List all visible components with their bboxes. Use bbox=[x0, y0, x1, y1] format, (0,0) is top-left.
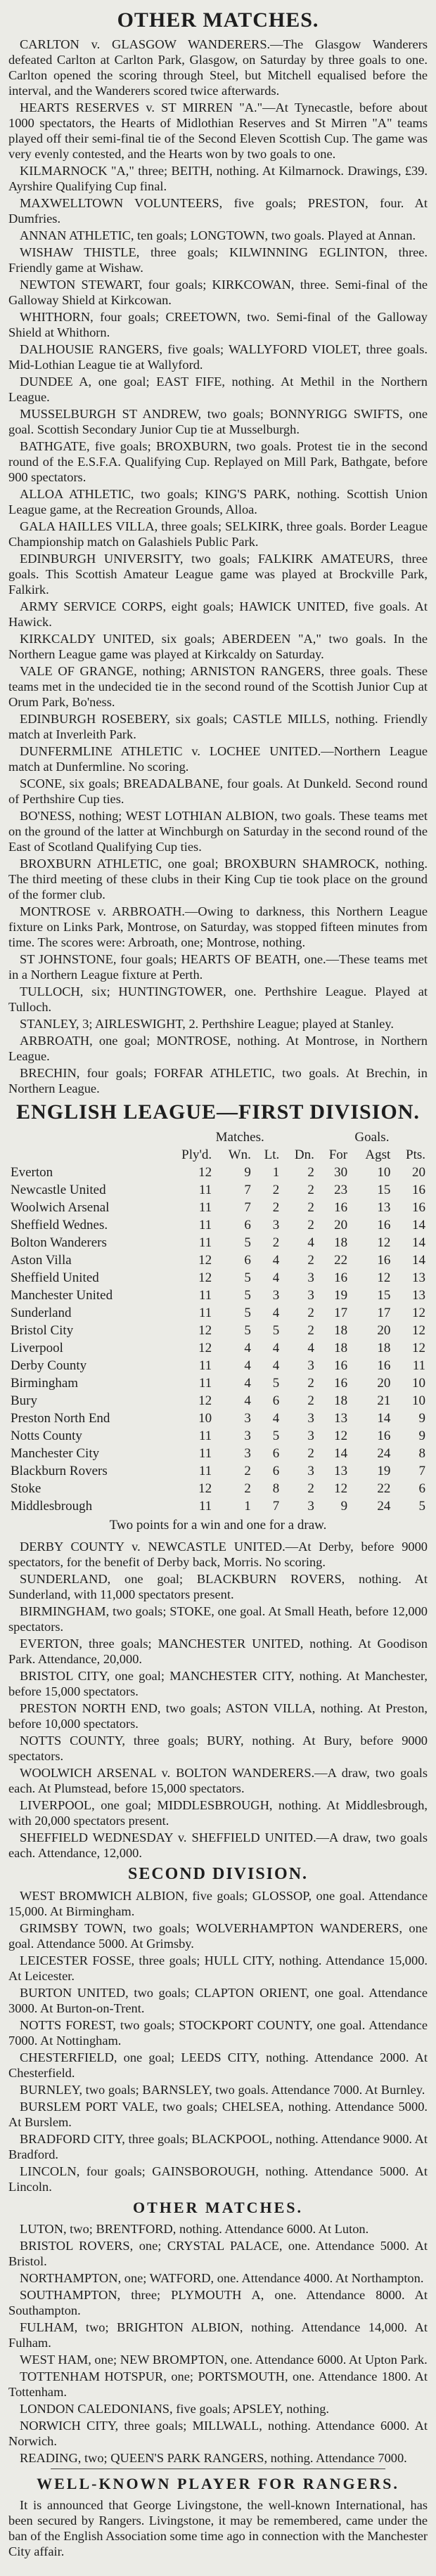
stat-cell: 15 bbox=[377, 1288, 391, 1303]
stat-cell: 20 bbox=[412, 1165, 425, 1180]
stat-cell: 11 bbox=[198, 1183, 212, 1197]
stat-cell: 12 bbox=[198, 1393, 212, 1408]
team-name: Bury bbox=[11, 1393, 37, 1408]
player-item-heading: WELL-KNOWN PLAYER FOR RANGERS. bbox=[37, 2475, 399, 2492]
goals-group-label: Goals. bbox=[354, 1130, 390, 1145]
stat-cell: 5 bbox=[244, 1235, 251, 1250]
stat-cell: 12 bbox=[198, 1165, 212, 1180]
match-report: TOTTENHAM HOTSPUR, one; PORTSMOUTH, one. Attendance 1800. At Tottenham. bbox=[8, 2369, 428, 2399]
stat-cell: 2 bbox=[307, 1376, 314, 1391]
stat-cell: 9 bbox=[340, 1499, 348, 1514]
stat-cell: 16 bbox=[334, 1358, 348, 1373]
table-row bbox=[8, 1462, 428, 1480]
match-report: NOTTS COUNTY, three goals; BURY, nothing. At Bury, before 9000 spectators. bbox=[8, 1733, 428, 1763]
match-report: NORWICH CITY, three goals; MILLWALL, nothing. Attendance 6000. At Norwich. bbox=[8, 2419, 428, 2448]
stat-cell: 4 bbox=[244, 1393, 251, 1408]
stat-cell: 16 bbox=[334, 1200, 348, 1215]
match-report: ARMY SERVICE CORPS, eight goals; HAWICK UNITED, five goals. At Hawick. bbox=[8, 599, 428, 629]
league-table-body bbox=[8, 1164, 428, 1515]
stat-cell: 11 bbox=[198, 1376, 212, 1391]
stat-cell: 17 bbox=[334, 1306, 348, 1320]
match-report: BIRMINGHAM, two goals; STOKE, one goal. At Small Heath, before 12,000 spectators. bbox=[8, 1604, 428, 1634]
stat-cell: 12 bbox=[334, 1481, 348, 1496]
column-header: Lt. bbox=[264, 1147, 280, 1162]
stat-cell: 4 bbox=[244, 1341, 251, 1355]
stat-cell: 11 bbox=[198, 1288, 212, 1303]
team-name: Middlesbrough bbox=[11, 1499, 93, 1514]
stat-cell: 30 bbox=[334, 1165, 348, 1180]
stat-cell: 22 bbox=[334, 1253, 348, 1268]
match-report: NORTHAMPTON, one; WATFORD, one. Attendance 4000. At Northampton. bbox=[20, 2271, 424, 2285]
stat-cell: 2 bbox=[307, 1323, 314, 1338]
stat-cell: 3 bbox=[244, 1411, 251, 1426]
team-name: Notts County bbox=[11, 1429, 82, 1443]
table-row bbox=[8, 1322, 428, 1339]
stat-cell: 2 bbox=[272, 1235, 280, 1250]
table-row bbox=[8, 1164, 428, 1181]
stat-cell: 3 bbox=[307, 1288, 314, 1303]
match-report: MUSSELBURGH ST ANDREW, two goals; BONNYRIGG SWIFTS, one goal. Scottish Secondary Junior Cup tie at Musselburgh. bbox=[8, 407, 428, 436]
match-report: STANLEY, 3; AIRLESWIGHT, 2. Perthshire League; played at Stanley. bbox=[20, 1017, 394, 1031]
match-report: DUNDEE A, one goal; EAST FIFE, nothing. At Methil in the Northern League. bbox=[8, 375, 428, 404]
stat-cell: 11 bbox=[198, 1429, 212, 1443]
match-report: LEICESTER FOSSE, three goals; HULL CITY, nothing. Attendance 15,000. At Leicester. bbox=[8, 1953, 428, 1983]
team-column-header bbox=[8, 1146, 164, 1164]
match-report: ALLOA ATHLETIC, two goals; KING'S PARK, nothing. Scottish Union League game, at the Recreation Grounds, Alloa. bbox=[8, 487, 428, 516]
match-report: LUTON, two; BRENTFORD, nothing. Attendance 6000. At Luton. bbox=[20, 2222, 369, 2236]
match-report: BRECHIN, four goals; FORFAR ATHLETIC, two goals. At Brechin, in Northern League. bbox=[8, 1066, 428, 1095]
match-report: LONDON CALEDONIANS, five goals; APSLEY, nothing. bbox=[20, 2402, 330, 2416]
match-report: LIVERPOOL, one goal; MIDDLESBROUGH, nothing. At Middlesbrough, with 20,000 spectators present. bbox=[8, 1798, 428, 1828]
stat-cell: 5 bbox=[272, 1376, 280, 1391]
match-report: WEST BROMWICH ALBION, five goals; GLOSSOP, one goal. Attendance 15,000. At Birmingham. bbox=[8, 1889, 428, 1918]
team-name: Woolwich Arsenal bbox=[11, 1200, 110, 1215]
player-item-text: It is announced that George Livingstone, the well-known International, has been secured by Rangers. Livingstone, it may be remembered, came under the ban of the English Association some time ago in connection with the Manchester City affair. bbox=[8, 2498, 428, 2558]
stat-cell: 2 bbox=[244, 1481, 251, 1496]
stat-cell: 9 bbox=[418, 1429, 425, 1443]
stat-cell: 2 bbox=[307, 1165, 314, 1180]
match-report: SOUTHAMPTON, three; PLYMOUTH A, one. Attendance 8000. At Southampton. bbox=[8, 2288, 428, 2317]
match-report: DALHOUSIE RANGERS, five goals; WALLYFORD VIOLET, three goals. Mid-Lothian League tie at Wallyford. bbox=[8, 342, 428, 372]
column-rule bbox=[51, 2468, 385, 2469]
stat-cell: 16 bbox=[334, 1270, 348, 1285]
match-report: SUNDERLAND, one goal; BLACKBURN ROVERS, nothing. At Sunderland, with 11,000 spectators present. bbox=[8, 1572, 428, 1601]
match-report: ST JOHNSTONE, four goals; HEARTS OF BEATH, one.—These teams met in a Northern League fixture at Perth. bbox=[8, 952, 428, 982]
stat-cell: 4 bbox=[272, 1270, 280, 1285]
table-row bbox=[8, 1392, 428, 1410]
stat-cell: 12 bbox=[377, 1270, 391, 1285]
stat-cell: 13 bbox=[412, 1288, 425, 1303]
stat-cell: 12 bbox=[334, 1429, 348, 1443]
table-row bbox=[8, 1374, 428, 1392]
stat-cell: 4 bbox=[272, 1341, 280, 1355]
match-report: SCONE, six goals; BREADALBANE, four goals. At Dunkeld. Second round of Perthshire Cup ties. bbox=[8, 776, 428, 806]
stat-cell: 24 bbox=[377, 1446, 391, 1461]
stat-cell: 15 bbox=[377, 1183, 391, 1197]
match-report: MAXWELLTOWN VOLUNTEERS, five goals; PRESTON, four. At Dumfries. bbox=[8, 196, 428, 226]
stat-cell: 2 bbox=[307, 1306, 314, 1320]
match-report: EDINBURGH UNIVERSITY, two goals; FALKIRK AMATEURS, three goals. This Scottish Amateur League game was played at Brockville Park, Falkirk. bbox=[8, 552, 428, 597]
stat-cell: 14 bbox=[377, 1411, 391, 1426]
stat-cell: 8 bbox=[418, 1446, 425, 1461]
stat-cell: 14 bbox=[412, 1253, 425, 1268]
stat-cell: 22 bbox=[377, 1481, 391, 1496]
table-row bbox=[8, 1427, 428, 1445]
match-report: BURNLEY, two goals; BARNSLEY, two goals. Attendance 7000. At Burnley. bbox=[20, 2083, 425, 2097]
stat-cell: 11 bbox=[198, 1306, 212, 1320]
stat-cell: 6 bbox=[272, 1446, 280, 1461]
stat-cell: 24 bbox=[377, 1499, 391, 1514]
stat-cell: 13 bbox=[334, 1411, 348, 1426]
stat-cell: 4 bbox=[244, 1358, 251, 1373]
stat-cell: 12 bbox=[412, 1341, 425, 1355]
stat-cell: 16 bbox=[377, 1358, 391, 1373]
stat-cell: 7 bbox=[244, 1200, 251, 1215]
second-division-heading: SECOND DIVISION. bbox=[127, 1865, 309, 1883]
stat-cell: 7 bbox=[418, 1464, 425, 1478]
stat-cell: 19 bbox=[377, 1464, 391, 1478]
other-matches-list-2 bbox=[8, 2221, 428, 2466]
match-report: WEST HAM, one; NEW BROMPTON, one. Attendance 6000. At Upton Park. bbox=[20, 2353, 428, 2367]
stat-cell: 19 bbox=[334, 1288, 348, 1303]
stat-cell: 2 bbox=[244, 1464, 251, 1478]
stat-cell: 3 bbox=[272, 1288, 280, 1303]
stat-cell: 18 bbox=[334, 1341, 348, 1355]
team-name: Sheffield Wednes. bbox=[11, 1218, 108, 1232]
table-row bbox=[8, 1251, 428, 1269]
stat-cell: 4 bbox=[307, 1341, 314, 1355]
stat-cell: 20 bbox=[377, 1323, 391, 1338]
match-report: BURTON UNITED, two goals; CLAPTON ORIENT, one goal. Attendance 3000. At Burton-on-Trent. bbox=[8, 1986, 428, 2015]
column-header: Ply'd. bbox=[181, 1147, 212, 1162]
column-header: For bbox=[328, 1147, 348, 1162]
match-report: VALE OF GRANGE, nothing; ARNISTON RANGERS, three goals. These teams met in the undecided tie in the second round of the Scottish Junior Cup at Orum Park, Bo'ness. bbox=[8, 664, 428, 709]
match-report: BRISTOL CITY, one goal; MANCHESTER CITY, nothing. At Manchester, before 15,000 spectators. bbox=[8, 1669, 428, 1698]
stat-cell: 12 bbox=[198, 1323, 212, 1338]
stat-cell: 13 bbox=[412, 1270, 425, 1285]
stat-cell: 5 bbox=[244, 1306, 251, 1320]
stat-cell: 3 bbox=[307, 1464, 314, 1478]
match-report: NEWTON STEWART, four goals; KIRKCOWAN, three. Semi-final of the Galloway Shield at Kirkcowan. bbox=[8, 278, 428, 307]
matches-group-label: Matches. bbox=[215, 1130, 264, 1145]
stat-cell: 2 bbox=[307, 1393, 314, 1408]
match-report: KIRKCALDY UNITED, six goals; ABERDEEN "A," two goals. In the Northern League game was played at Kirkcaldy on Saturday. bbox=[8, 632, 428, 661]
match-report: GALA HAILLES VILLA, three goals; SELKIRK, three goals. Border League Championship match on Galashiels Public Park. bbox=[8, 519, 428, 549]
match-report: LINCOLN, four goals; GAINSBOROUGH, nothing. Attendance 5000. At Lincoln. bbox=[8, 2164, 428, 2194]
stat-cell: 20 bbox=[334, 1218, 348, 1232]
stat-cell: 16 bbox=[334, 1376, 348, 1391]
table-row bbox=[8, 1410, 428, 1427]
table-row bbox=[8, 1357, 428, 1374]
stat-cell: 3 bbox=[307, 1358, 314, 1373]
team-name: Manchester United bbox=[11, 1288, 113, 1303]
stat-cell: 11 bbox=[198, 1200, 212, 1215]
stat-cell: 8 bbox=[272, 1481, 280, 1496]
stat-cell: 21 bbox=[377, 1393, 391, 1408]
team-name: Manchester City bbox=[11, 1446, 100, 1461]
stat-cell: 4 bbox=[272, 1358, 280, 1373]
stat-cell: 11 bbox=[412, 1358, 425, 1373]
stat-cell: 18 bbox=[334, 1235, 348, 1250]
team-name: Bristol City bbox=[11, 1323, 74, 1338]
second-division-reports bbox=[8, 1888, 428, 2194]
stat-cell: 6 bbox=[272, 1393, 280, 1408]
match-report: BURSLEM PORT VALE, two goals; CHELSEA, nothing. Attendance 5000. At Burslem. bbox=[8, 2100, 428, 2129]
match-report: HEARTS RESERVES v. ST MIRREN "A."—At Tynecastle, before about 1000 spectators, the Hearts of Midlothian Reserves and St Mirren "A" teams played off their semi-final tie of the Second Eleven Scottish Cup. The game was very evenly contested, and the Hearts won by two goals to one. bbox=[8, 100, 428, 161]
first-division-reports bbox=[8, 1539, 428, 1861]
stat-cell: 14 bbox=[334, 1446, 348, 1461]
stat-cell: 6 bbox=[418, 1481, 425, 1496]
match-report: GRIMSBY TOWN, two goals; WOLVERHAMPTON WANDERERS, one goal. Attendance 5000. At Grimsby. bbox=[8, 1921, 428, 1951]
match-report: WOOLWICH ARSENAL v. BOLTON WANDERERS.—A draw, two goals each. At Plumstead, before 15,000 spectators. bbox=[8, 1766, 428, 1795]
stat-cell: 4 bbox=[272, 1306, 280, 1320]
match-report: EVERTON, three goals; MANCHESTER UNITED, nothing. At Goodison Park. Attendance, 20,000. bbox=[8, 1637, 428, 1666]
stat-cell: 16 bbox=[412, 1183, 425, 1197]
match-report: CARLTON v. GLASGOW WANDERERS.—The Glasgow Wanderers defeated Carlton at Carlton Park, Glasgow, on Saturday by three goals to one. Carlton opened the scoring through Steel, but Mitchell equalised before the interval, and the Wanderers scored twice afterwards. bbox=[8, 37, 428, 98]
stat-cell: 12 bbox=[198, 1253, 212, 1268]
stat-cell: 10 bbox=[412, 1393, 425, 1408]
stat-cell: 5 bbox=[244, 1288, 251, 1303]
match-report: READING, two; QUEEN'S PARK RANGERS, nothing. Attendance 7000. bbox=[20, 2451, 407, 2465]
stat-cell: 10 bbox=[377, 1165, 391, 1180]
stat-cell: 17 bbox=[377, 1306, 391, 1320]
match-report: MONTROSE v. ARBROATH.—Owing to darkness, this Northern League fixture on Links Park, Montrose, on Saturday, was stopped fifteen minutes from time. The scores were: Arbroath, one; Montrose, nothing. bbox=[8, 904, 428, 949]
stat-cell: 11 bbox=[198, 1358, 212, 1373]
match-report: BO'NESS, nothing; WEST LOTHIAN ALBION, two goals. These teams met on the ground of the latter at Winchburgh on Saturday in the second round of the East of Scotland Qualifying Cup ties. bbox=[8, 809, 428, 854]
league-column-header bbox=[8, 1146, 428, 1164]
stat-cell: 3 bbox=[307, 1411, 314, 1426]
stat-cell: 2 bbox=[307, 1183, 314, 1197]
match-report: BROXBURN ATHLETIC, one goal; BROXBURN SHAMROCK, nothing. The third meeting of these clubs in their King Cup tie took place on the ground of the former club. bbox=[8, 857, 428, 902]
match-report: WHITHORN, four goals; CREETOWN, two. Semi-final of the Galloway Shield at Whithorn. bbox=[8, 310, 428, 339]
league-table bbox=[8, 1128, 428, 1515]
other-matches-heading-2: OTHER MATCHES. bbox=[132, 2199, 304, 2216]
table-row bbox=[8, 1445, 428, 1462]
stat-cell: 2 bbox=[307, 1200, 314, 1215]
table-row bbox=[8, 1304, 428, 1322]
team-name: Preston North End bbox=[11, 1411, 110, 1426]
stat-cell: 18 bbox=[334, 1323, 348, 1338]
stat-cell: 6 bbox=[244, 1218, 251, 1232]
stat-cell: 5 bbox=[418, 1499, 425, 1514]
stat-cell: 14 bbox=[412, 1235, 425, 1250]
stat-cell: 3 bbox=[272, 1218, 280, 1232]
match-report: BRADFORD CITY, three goals; BLACKPOOL, nothing. Attendance 9000. At Bradford. bbox=[8, 2132, 428, 2161]
stat-cell: 12 bbox=[412, 1306, 425, 1320]
stat-cell: 14 bbox=[412, 1218, 425, 1232]
team-column-spacer bbox=[8, 1128, 164, 1146]
stat-cell: 5 bbox=[272, 1323, 280, 1338]
table-row bbox=[8, 1339, 428, 1357]
stat-cell: 12 bbox=[412, 1323, 425, 1338]
match-report: BATHGATE, five goals; BROXBURN, two goals. Protest tie in the second round of the E.S.F.A. Qualifying Cup. Replayed on Mill Park, Bathgate, before 900 spectators. bbox=[8, 439, 428, 484]
table-row bbox=[8, 1216, 428, 1234]
stat-cell: 16 bbox=[377, 1253, 391, 1268]
team-name: Bolton Wanderers bbox=[11, 1235, 107, 1250]
stat-cell: 12 bbox=[198, 1481, 212, 1496]
match-report: EDINBURGH ROSEBERY, six goals; CASTLE MILLS, nothing. Friendly match at Inverleith Park. bbox=[8, 712, 428, 741]
team-name: Stoke bbox=[11, 1481, 41, 1496]
stat-cell: 3 bbox=[244, 1429, 251, 1443]
stat-cell: 2 bbox=[307, 1253, 314, 1268]
stat-cell: 9 bbox=[418, 1411, 425, 1426]
stat-cell: 13 bbox=[377, 1200, 391, 1215]
stat-cell: 9 bbox=[244, 1165, 251, 1180]
match-report: BRISTOL ROVERS, one; CRYSTAL PALACE, one. Attendance 5000. At Bristol. bbox=[8, 2239, 428, 2268]
column-header: Wn. bbox=[228, 1147, 251, 1162]
team-name: Birmingham bbox=[11, 1376, 79, 1391]
team-name: Aston Villa bbox=[11, 1253, 72, 1268]
stat-cell: 18 bbox=[334, 1393, 348, 1408]
stat-cell: 12 bbox=[198, 1270, 212, 1285]
stat-cell: 6 bbox=[272, 1464, 280, 1478]
stat-cell: 5 bbox=[272, 1429, 280, 1443]
match-report: KILMARNOCK "A," three; BEITH, nothing. At Kilmarnock. Drawings, £39. Ayrshire Qualifying Cup final. bbox=[8, 164, 428, 193]
team-name: Sunderland bbox=[11, 1306, 72, 1320]
match-report: DERBY COUNTY v. NEWCASTLE UNITED.—At Derby, before 9000 spectators, for the benefit of Derby back, Morris. No scoring. bbox=[8, 1540, 428, 1569]
team-name: Everton bbox=[11, 1165, 53, 1180]
team-name: Newcastle United bbox=[11, 1183, 106, 1197]
table-row bbox=[8, 1480, 428, 1497]
match-report: FULHAM, two; BRIGHTON ALBION, nothing. Attendance 14,000. At Fulham. bbox=[8, 2320, 428, 2350]
stat-cell: 12 bbox=[198, 1341, 212, 1355]
stat-cell: 3 bbox=[307, 1499, 314, 1514]
stat-cell: 3 bbox=[307, 1270, 314, 1285]
column-header: Pts. bbox=[406, 1147, 425, 1162]
table-row bbox=[8, 1234, 428, 1251]
stat-cell: 10 bbox=[198, 1411, 212, 1426]
first-division-heading: ENGLISH LEAGUE—FIRST DIVISION. bbox=[16, 1100, 420, 1124]
stat-cell: 2 bbox=[272, 1183, 280, 1197]
stat-cell: 18 bbox=[377, 1341, 391, 1355]
table-row bbox=[8, 1199, 428, 1216]
stat-cell: 2 bbox=[272, 1200, 280, 1215]
stat-cell: 11 bbox=[198, 1235, 212, 1250]
points-note: Two points for a win and one for a draw. bbox=[109, 1518, 327, 1533]
match-report: ANNAN ATHLETIC, ten goals; LONGTOWN, two goals. Played at Annan. bbox=[20, 228, 416, 242]
table-row bbox=[8, 1269, 428, 1287]
stat-cell: 3 bbox=[244, 1446, 251, 1461]
table-row bbox=[8, 1497, 428, 1515]
other-matches-list bbox=[8, 37, 428, 1096]
stat-cell: 6 bbox=[244, 1253, 251, 1268]
match-report: NOTTS FOREST, two goals; STOCKPORT COUNTY, one goal. Attendance 7000. At Nottingham. bbox=[8, 2018, 428, 2048]
league-group-header bbox=[8, 1128, 428, 1146]
team-name: Sheffield United bbox=[11, 1270, 99, 1285]
team-name: Blackburn Rovers bbox=[11, 1464, 108, 1478]
stat-cell: 20 bbox=[377, 1376, 391, 1391]
stat-cell: 11 bbox=[198, 1499, 212, 1514]
match-report: CHESTERFIELD, one goal; LEEDS CITY, nothing. Attendance 2000. At Chesterfield. bbox=[8, 2050, 428, 2080]
column-header: Dn. bbox=[294, 1147, 314, 1162]
table-row bbox=[8, 1287, 428, 1304]
stat-cell: 2 bbox=[307, 1481, 314, 1496]
team-name: Derby County bbox=[11, 1358, 87, 1373]
stat-cell: 5 bbox=[244, 1323, 251, 1338]
stat-cell: 16 bbox=[377, 1429, 391, 1443]
stat-cell: 2 bbox=[307, 1446, 314, 1461]
stat-cell: 13 bbox=[334, 1464, 348, 1478]
stat-cell: 1 bbox=[272, 1165, 280, 1180]
stat-cell: 11 bbox=[198, 1464, 212, 1478]
team-name: Liverpool bbox=[11, 1341, 63, 1355]
stat-cell: 10 bbox=[412, 1376, 425, 1391]
stat-cell: 23 bbox=[334, 1183, 348, 1197]
stat-cell: 4 bbox=[272, 1253, 280, 1268]
match-report: DUNFERMLINE ATHLETIC v. LOCHEE UNITED.—Northern League match at Dunfermline. No scoring. bbox=[8, 744, 428, 774]
stat-cell: 16 bbox=[412, 1200, 425, 1215]
match-report: ARBROATH, one goal; MONTROSE, nothing. At Montrose, in Northern League. bbox=[8, 1034, 428, 1063]
stat-cell: 5 bbox=[244, 1270, 251, 1285]
stat-cell: 11 bbox=[198, 1218, 212, 1232]
match-report: SHEFFIELD WEDNESDAY v. SHEFFIELD UNITED.—A draw, two goals each. Attendance, 12,000. bbox=[8, 1830, 428, 1860]
table-row bbox=[8, 1181, 428, 1199]
stat-cell: 4 bbox=[244, 1376, 251, 1391]
match-report: WISHAW THISTLE, three goals; KILWINNING EGLINTON, three. Friendly game at Wishaw. bbox=[8, 245, 428, 275]
stat-cell: 4 bbox=[272, 1411, 280, 1426]
match-report: PRESTON NORTH END, two goals; ASTON VILLA, nothing. At Preston, before 10,000 spectators. bbox=[8, 1701, 428, 1731]
stat-cell: 7 bbox=[272, 1499, 280, 1514]
stat-cell: 3 bbox=[307, 1429, 314, 1443]
stat-cell: 11 bbox=[198, 1446, 212, 1461]
stat-cell: 4 bbox=[307, 1235, 314, 1250]
stat-cell: 12 bbox=[377, 1235, 391, 1250]
other-matches-heading: OTHER MATCHES. bbox=[117, 8, 319, 32]
stat-cell: 2 bbox=[307, 1218, 314, 1232]
column-header: Agst bbox=[365, 1147, 391, 1162]
stat-cell: 16 bbox=[377, 1218, 391, 1232]
stat-cell: 7 bbox=[244, 1183, 251, 1197]
match-report: TULLOCH, six; HUNTINGTOWER, one. Perthshire League. Played at Tulloch. bbox=[8, 984, 428, 1014]
stat-cell: 1 bbox=[244, 1499, 251, 1514]
